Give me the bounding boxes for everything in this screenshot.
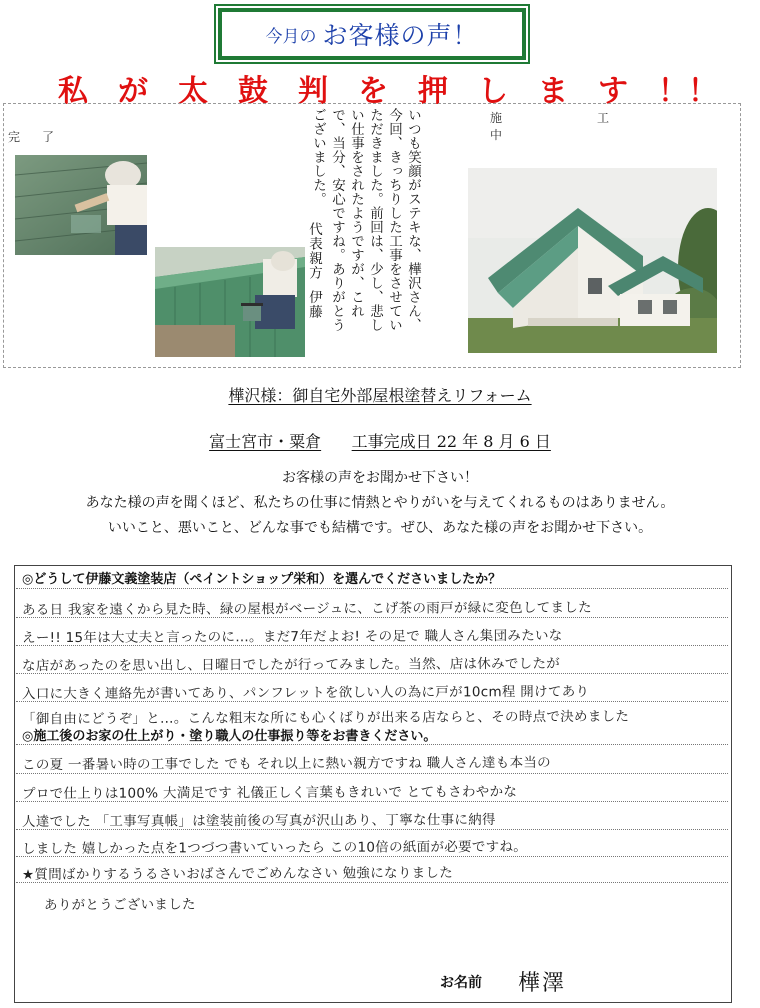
- testimonial-text: いつも笑顔がステキな、樺沢さん、今回、きっちりした工事をさせていただきました。前回は、少し、悲しい仕事をされたようですが、これで、当分、安心ですね。ありがとうございました。: [310, 108, 421, 332]
- label-in-progress: [490, 109, 728, 143]
- ruled-line: [16, 773, 728, 774]
- signature-name: 伊藤: [306, 290, 322, 319]
- answer-line: 「御自由にどうぞ」と…。こんな粗末な所にも心くばりが出来る店ならと、その時点で決めました: [21, 708, 630, 728]
- ruled-line: [16, 645, 728, 646]
- intro-line: いいこと、悪いこと、どんな事でも結構です。ぜひ、あなた様の声をお聞かせ下さい。: [107, 520, 653, 536]
- headline-char: ！！: [658, 74, 718, 109]
- answer-line: 人達でした 「工事写真帳」は塗装前後の写真が沢山あり、丁寧な仕事に納得: [21, 811, 496, 831]
- headline-char: 判: [298, 74, 328, 109]
- answer-line: ある日 我家を遠くから見た時、緑の屋根がベージュに、こげ茶の雨戸が緑に変色してました: [21, 599, 592, 619]
- question-results: ◎施工後のお家の仕上がり・塗り職人の仕事振り等をお書きください。: [22, 729, 437, 744]
- customer-signature: 樺澤: [518, 971, 567, 996]
- intro-line: あなた様の声を聞くほど、私たちの仕事に情熱とやりがいを与えてくれるものはありません。: [85, 495, 675, 511]
- location-text: 富士宮市・粟倉: [209, 432, 322, 451]
- answer-line: ★質問ばかりするうるさいおばさんでごめんなさい 勉強になりました: [21, 865, 454, 883]
- answer-line: この夏 一番暑い時の工事でした でも それ以上に熱い親方ですね 職人さん達も本当の: [21, 754, 552, 774]
- signature-role: 代表親方: [306, 222, 322, 280]
- ruled-line: [16, 882, 728, 883]
- ruled-line: [16, 701, 728, 702]
- answer-line: えー!! 15年は大丈夫と言ったのに…。まだ7年だよお! その足で 職人さん集団みたいな: [21, 627, 563, 647]
- headline-char: す: [598, 74, 628, 109]
- label-completed: 完了: [8, 130, 77, 144]
- question-why-chose: ◎どうして伊藤文義塗装店（ペイントショップ栄和）を選んでくださいましたか？: [22, 572, 502, 587]
- photo-roof-painting: [15, 155, 147, 255]
- completion-date: 工事完成日 22 年 8 月 6 日: [351, 432, 551, 451]
- answer-line: プロで仕上りは100% 大満足です 礼儀正しく言葉もきれいで とてもさわやかな: [21, 783, 518, 803]
- label-in-progress-text: 施工中: [490, 111, 705, 142]
- location-line: [0, 429, 760, 452]
- headline-char: 鼓: [238, 74, 268, 109]
- headline-char: 押: [418, 74, 448, 109]
- page-title: お客様の声！: [322, 21, 479, 50]
- name-label: お名前: [440, 975, 482, 991]
- photo-roof-worker: [155, 247, 305, 357]
- headline-char: を: [358, 74, 388, 109]
- title-prefix: 今月の: [265, 26, 317, 47]
- answer-line: しました 嬉しかった点を1つづつ書いていったら この10倍の紙面が必要ですね。: [21, 838, 528, 858]
- title-box: [218, 8, 526, 60]
- intro-line: お客様の声をお聞かせ下さい！: [282, 470, 478, 486]
- headline-char: ま: [538, 74, 568, 109]
- ruled-line: [16, 744, 728, 745]
- ruled-line: [16, 673, 728, 674]
- answer-line: 入口に大きく連絡先が書いてあり、パンフレットを欲しい人の為に戸が10cm程 開けてあり: [21, 683, 590, 703]
- ruled-line: [16, 856, 728, 857]
- project-title-text: 樺沢様：御自宅外部屋根塗替えリフォーム: [228, 386, 532, 405]
- answer-line: ありがとうございました: [43, 896, 196, 914]
- headline-char: が: [118, 74, 148, 109]
- intro-text: [0, 466, 760, 541]
- headline-char: 太: [178, 74, 208, 109]
- headline-char: し: [478, 74, 508, 109]
- ruled-line: [16, 588, 728, 589]
- ruled-line: [16, 829, 728, 830]
- ruled-line: [16, 801, 728, 802]
- headline-char: 私: [58, 74, 88, 109]
- project-title: [0, 383, 760, 406]
- photo-house-green-roof: [468, 168, 717, 353]
- testimonial-signature: [304, 222, 324, 319]
- answer-line: な店があったのを思い出し、日曜日でしたが行ってみました。当然、店は休みでしたが: [21, 655, 561, 675]
- ruled-line: [16, 617, 728, 618]
